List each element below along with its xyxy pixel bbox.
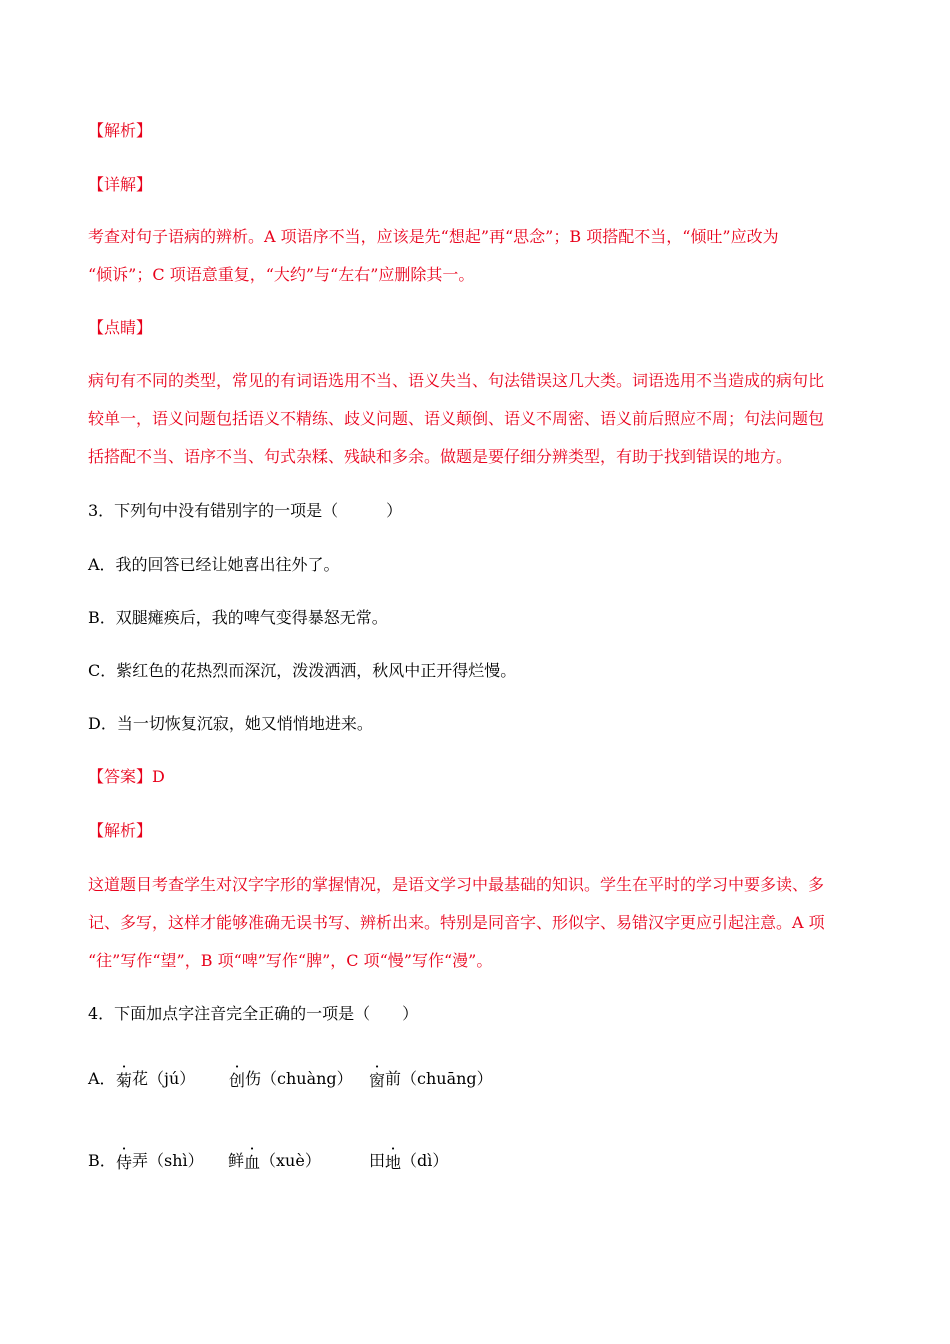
question-4-option-a-label: A． [88,1069,116,1088]
section-detail-heading: 【详解】 [88,175,153,194]
detail-paragraph [88,218,858,294]
question-3-option-a: A．我的回答已经让她喜出往外了。 [88,555,340,574]
dotted-character: 侍 [116,1153,133,1172]
word-rest: （dì） [401,1151,449,1170]
analysis-paragraph [88,866,858,980]
dotted-character: 地 [385,1153,402,1172]
section-analysis-heading: 【解析】 [88,121,153,140]
question-4-option-b-word-2 [228,1151,321,1171]
question-3-stem: 3．下列句中没有错别字的一项是（ ） [88,501,403,520]
tip-paragraph [88,362,858,476]
answer-label: 【答案】D [88,767,165,786]
word-prefix: 鲜 [228,1151,245,1170]
word-rest: 花（jú） [132,1069,196,1088]
paragraph-line: 括搭配不当、语序不当、句式杂糅、残缺和多余。做题是要仔细分辨类型，有助于找到错误的地方。 [88,447,793,466]
dotted-character: 窗 [369,1071,386,1090]
question-3-option-d: D．当一切恢复沉寂，她又悄悄地进来。 [88,714,373,733]
question-4-option-a-word-2 [229,1069,353,1089]
question-4-option-a-word-1 [116,1069,195,1089]
question-4-stem: 4．下面加点字注音完全正确的一项是（ ） [88,1004,419,1023]
paragraph-line: 较单一，语义问题包括语义不精练、歧义问题、语义颠倒、语义不周密、语义前后照应不周；句法问题包 [88,409,825,428]
paragraph-line: 这道题目考查学生对汉字字形的掌握情况，是语文学习中最基础的知识。学生在平时的学习中要多读、多 [88,875,825,894]
question-3-option-b: B．双腿瘫痪后，我的啤气变得暴怒无常。 [88,608,388,627]
word-prefix: 田 [369,1151,386,1170]
paragraph-line: “倾诉”；C 项语意重复，“大约”与“左右”应删除其一。 [88,265,475,284]
dotted-character: 创 [229,1071,246,1090]
word-rest: 弄（shì） [132,1151,204,1170]
question-4-option-b-label: B． [88,1151,116,1170]
question-4-option-a-word-3 [369,1069,493,1089]
dotted-character: 菊 [116,1071,133,1090]
dotted-character: 血 [244,1153,261,1172]
paragraph-line: “往”写作“望”，B 项“啤”写作“脾”，C 项“慢”写作“漫”。 [88,951,493,970]
section-tip-heading: 【点睛】 [88,318,153,337]
word-rest: 伤（chuàng） [245,1069,353,1088]
paragraph-line: 记、多写，这样才能够准确无误书写、辨析出来。特别是同音字、形似字、易错汉字更应引起注意。A 项 [88,913,825,932]
word-rest: 前（chuāng） [385,1069,493,1088]
paragraph-line: 考查对句子语病的辨析。A 项语序不当，应该是先“想起”再“思念”；B 项搭配不当，“倾吐”应改为 [88,227,779,246]
question-4-option-b-word-3 [369,1151,448,1171]
word-rest: （xuè） [260,1151,321,1170]
section-analysis-heading-2: 【解析】 [88,821,153,840]
question-3-option-c: C．紫红色的花热烈而深沉，泼泼洒洒，秋风中正开得烂慢。 [88,661,517,680]
paragraph-line: 病句有不同的类型，常见的有词语选用不当、语义失当、句法错误这几大类。词语选用不当造成的病句比 [88,371,825,390]
question-4-option-b-word-1 [116,1151,204,1171]
